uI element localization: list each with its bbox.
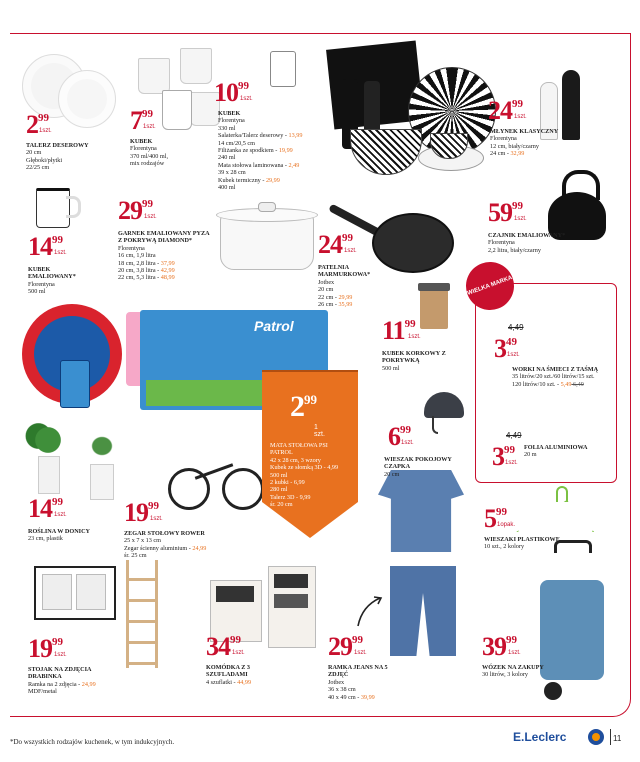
stojak-title: STOJAK NA ZDJĘCIA DRABINKA (28, 666, 92, 681)
wieszaki_pl-detail: 10 szt., 2 kolory (484, 543, 525, 551)
kubek-detail: 370 ml/400 ml, (130, 152, 168, 160)
wieszak-price-cents: 99 (400, 424, 411, 436)
zegar-price-main: 19 (124, 498, 148, 527)
ramka-detail: Jotbex (328, 678, 345, 686)
czajnik-price-cents: 99 (512, 200, 523, 212)
talerz-detail: 20 cm (26, 149, 42, 157)
garnek-variant: 22 cm, 5,3 litra - 48,99 (118, 274, 175, 282)
patelnia-variant: 26 cm - 35,99 (318, 301, 353, 309)
kubek-description (130, 138, 210, 168)
garnek-variant: 18 cm, 2,8 litra - 37,99 (118, 259, 175, 267)
folia-old-price: 4,49 (506, 431, 522, 440)
wieszak-price-unit: 1szt. (401, 440, 414, 446)
enamel-pot-image (206, 200, 326, 280)
worki-price-main: 3 (494, 334, 506, 363)
kubek2-variant-price: 2,49 (288, 161, 300, 169)
garnek-variant-price: 48,99 (160, 274, 175, 282)
worki-detail: 35 litrów/20 szt./60 litrów/15 szt. (512, 373, 595, 381)
patelnia-detail: 20 cm (318, 286, 334, 294)
kubek_emal-description (28, 266, 98, 296)
kubek-price (130, 106, 156, 135)
zegar-detail: 25 x 7 x 13 cm (124, 537, 161, 545)
garnek-description (118, 230, 210, 282)
ramka-detail: 36 x 38 cm (328, 686, 356, 694)
korkowy-price-unit: 1szt. (408, 334, 421, 340)
ramka-price-unit: 1szt. (354, 650, 367, 656)
ramka-description (328, 664, 408, 701)
patelnia-variant: 22 cm - 29,99 (318, 293, 353, 301)
cap-hanger-image (418, 388, 468, 438)
ramka-title: RAMKA JEANS NA 5 ZDJĘĆ (328, 664, 388, 679)
korkowy-title: KUBEK KORKOWY Z POKRYWKĄ (382, 350, 446, 365)
zegar-price-unit: 1szt. (150, 516, 163, 522)
stojak-description (28, 666, 124, 696)
arrow-pointer (356, 594, 384, 628)
wozek-description (482, 664, 562, 679)
mata-price-main: 2 (290, 390, 304, 423)
worki-title: WORKI NA ŚMIECI Z TAŚMĄ (512, 366, 599, 373)
wozek-price-main: 39 (482, 632, 506, 661)
kubek-detail: mix rodzajów (130, 160, 165, 168)
roslina-price (28, 494, 67, 523)
komodka-price-main: 34 (206, 632, 230, 661)
talerz-price-unit: 1szt. (39, 128, 52, 134)
patelnia-description (318, 264, 388, 308)
kubek2-variant: Kubek termiczny - 29,99 (218, 176, 280, 184)
folia-price-unit: 1szt. (505, 460, 518, 466)
kubek2-price-main: 10 (214, 78, 238, 107)
kubek2-variant: Salaterka/Talerz deserowy - 13,99 (218, 132, 303, 140)
roslina-price-main: 14 (28, 494, 52, 523)
kubek2-variant: 39 x 28 cm (218, 169, 246, 177)
kubek2-variant-price: 13,99 (288, 132, 303, 140)
ramka-price (328, 632, 367, 661)
kubek2-variant: Filiżanka ze spodkiem - 19,99 (218, 147, 293, 155)
wieszak-price (388, 422, 414, 451)
talerz-price (26, 110, 52, 139)
worki-price-cents: 49 (506, 336, 517, 348)
korkowy-price (382, 316, 421, 345)
stojak-variant-price: 24,99 (81, 680, 96, 688)
ramka-price-main: 29 (328, 632, 352, 661)
kubek2-variant-price: 19,99 (278, 147, 293, 155)
garnek-price (118, 196, 157, 225)
kubek2-variant: 14 cm/20,5 cm (218, 139, 255, 147)
kubek_emal-title: KUBEK EMALIOWANY* (28, 266, 76, 281)
stojak-price-cents: 99 (52, 636, 63, 648)
czajnik-price (488, 198, 527, 227)
enamel-mug-image (36, 188, 82, 234)
mata-line: Talerz 3D - 9,99 (270, 493, 311, 501)
komodka-title: KOMÓDKA Z 3 SZUFLADAMI (206, 664, 251, 679)
stojak-price-unit: 1szt. (54, 652, 67, 658)
kubek2-variant: 400 ml (218, 184, 236, 192)
mlynek-variant: 24 cm - 32,99 (490, 150, 525, 158)
wozek-price-unit: 1szt. (508, 650, 521, 656)
komodka-variant-price: 44,99 (237, 678, 252, 686)
garnek-price-cents: 99 (142, 198, 153, 210)
garnek-title: GARNEK EMALIOWANY PYZA Z POKRYWĄ DIAMOND* (118, 230, 210, 245)
patelnia-price-main: 24 (318, 230, 342, 259)
brand-name: E.Leclerc (513, 730, 567, 744)
patelnia-price (318, 230, 357, 259)
czajnik-description (488, 232, 608, 254)
plants-image (24, 420, 124, 500)
komodka-price-unit: 1szt. (232, 650, 245, 656)
kubek2-description (218, 110, 338, 191)
kubek2-detail: Florentyna (218, 117, 245, 125)
kubek-price-cents: 99 (142, 108, 153, 120)
zegar-price-cents: 99 (148, 500, 159, 512)
kubek_emal-detail: 500 ml (28, 288, 46, 296)
korkowy-price-cents: 99 (404, 318, 416, 330)
stojak-variant: Ramka na 2 zdjęcia - 24,99 (28, 680, 96, 688)
mlynek-price-unit: 1szt. (514, 114, 527, 120)
wieszak-detail: 20 cm (384, 470, 400, 478)
folia-description (524, 444, 604, 459)
wieszaki_pl-price-main: 5 (484, 504, 496, 533)
stojak-variant: MDF/metal (28, 688, 57, 696)
korkowy-price-main: 11 (382, 316, 405, 345)
talerz-detail: Głęboki/płytki (26, 156, 63, 164)
folia-price-main: 3 (492, 442, 504, 471)
talerz-price-cents: 99 (38, 112, 49, 124)
komodka-price (206, 632, 245, 661)
talerz-detail: 22/25 cm (26, 164, 50, 172)
wozek-price-cents: 99 (506, 634, 517, 646)
garnek-variant-price: 42,99 (160, 267, 175, 275)
worki-variant: 120 litrów/10 szt. - 5,49 6,49 (512, 380, 584, 388)
mata-line: 500 ml (270, 471, 288, 479)
patelnia-detail: Jotbex (318, 278, 335, 286)
folia-price (492, 431, 522, 471)
kubek2-price-cents: 99 (238, 80, 249, 92)
footer-separator (610, 729, 611, 745)
mata-line: 2 kubki - 6,99 (270, 479, 305, 487)
roslina-price-unit: 1szt. (54, 512, 67, 518)
worki-variant-old-price: 6,49 (571, 380, 584, 388)
folia-price-cents: 99 (504, 444, 515, 456)
wozek-price (482, 632, 521, 661)
mata-line: śr. 20 cm (270, 501, 293, 509)
roslina-title: ROŚLINA W DONICY (28, 528, 91, 535)
wieszaki_pl-title: WIESZAKI PLASTIKOWE (484, 536, 560, 543)
roslina-detail: 23 cm, plastik (28, 535, 63, 543)
worki-price-unit: 1szt. (507, 352, 520, 358)
ramka-variant: 40 x 49 cm - 39,99 (328, 693, 375, 701)
kubek2-variant: Mata stołowa laminowana - 2,49 (218, 161, 300, 169)
shopping-trolley-image (536, 540, 616, 710)
plastic-hangers-image (522, 486, 602, 536)
zegar-variant-price: 24,99 (192, 544, 207, 552)
mata-title: MATA STOŁOWA PSI PATROL (270, 442, 328, 457)
kubek-price-main: 7 (130, 106, 142, 135)
mlynek-price-main: 24 (488, 96, 512, 125)
footnote: *Do wszystkich rodzajów kuchenek, w tym indukcyjnych. (10, 738, 175, 746)
garnek-price-unit: 1szt. (144, 214, 157, 220)
talerz-description (26, 142, 106, 172)
worki-old-price: 4,49 (508, 323, 524, 332)
mlynek-price-cents: 99 (512, 98, 523, 110)
wieszaki_pl-price (484, 504, 516, 533)
zegar-variant: śr. 25 cm (124, 552, 147, 560)
korkowy-detail: 500 ml (382, 364, 400, 372)
zegar-price (124, 498, 163, 527)
mata-line: 42 x 28 cm, 3 wzory (270, 456, 321, 464)
kubek-price-unit: 1szt. (143, 124, 156, 130)
mata-price (290, 390, 325, 438)
kubek_emal-price-cents: 99 (52, 234, 63, 246)
wozek-detail: 30 litrów, 3 kolory (482, 671, 529, 679)
wieszak-title: WIESZAK POKOJOWY CZAPKA (384, 456, 452, 471)
talerz-price-main: 2 (26, 110, 38, 139)
korkowy-description (382, 350, 462, 372)
czajnik-price-unit: 1szt. (514, 216, 527, 222)
mlynek-variant-price: 32,99 (510, 150, 525, 158)
stojak-price (28, 634, 67, 663)
mlynek-detail: Florentyna (490, 135, 517, 143)
jeans-frame-image (378, 470, 464, 660)
kubek2-variant: 240 ml (218, 154, 236, 162)
mata-line: 280 ml (270, 486, 288, 494)
mlynek-title: MŁYNEK KLASYCZNY (490, 128, 559, 135)
cork-mug-image (418, 283, 454, 331)
kubek-title: KUBEK (130, 138, 153, 145)
wieszaki_pl-price-cents: 99 (496, 506, 507, 518)
wieszaki_pl-price-unit: 1opak. (497, 522, 516, 528)
wozek-title: WÓZEK NA ZAKUPY (482, 664, 544, 671)
mlynek-detail: 12 cm, biały/czarny (490, 142, 539, 150)
garnek-detail: 16 cm, 1,9 litra (118, 252, 156, 260)
komodka-price-cents: 99 (230, 634, 241, 646)
roslina-price-cents: 99 (52, 496, 63, 508)
mata-price-unit: 1 szt. (314, 424, 325, 438)
kubek_emal-detail: Florentyna (28, 280, 55, 288)
wieszak-description (384, 456, 468, 478)
mata-line: Kubek ze słomką 3D - 4,99 (270, 464, 339, 472)
worki-variant-price: 5,49 (560, 380, 572, 388)
zegar-title: ZEGAR STOŁOWY ROWER (124, 530, 205, 537)
zegar-variant: Zegar ścienny aluminium - 24,99 (124, 544, 207, 552)
czajnik-price-main: 59 (488, 198, 512, 227)
kubek2-variant-price: 29,99 (265, 176, 280, 184)
mata-price-cents: 99 (304, 392, 317, 407)
kubek2-title: KUBEK (218, 110, 241, 117)
roslina-description (28, 528, 108, 543)
mlynek-price (488, 96, 527, 125)
czajnik-detail: 2,2 litra, biały/czarny (488, 246, 541, 254)
kubek_emal-price-unit: 1szt. (54, 250, 67, 256)
kubek_emal-price (28, 232, 67, 261)
ramka-variant-price: 39,99 (360, 693, 375, 701)
paw-patrol-logo: Patrol (254, 318, 294, 334)
garnek-detail: Florentyna (118, 244, 145, 252)
kubek2-price-unit: 1szt. (240, 96, 253, 102)
kubek2-price (214, 78, 253, 107)
kubek_emal-price-main: 14 (28, 232, 52, 261)
czajnik-detail: Florentyna (488, 239, 515, 247)
garnek-variant: 20 cm, 3,8 litra - 42,99 (118, 267, 175, 275)
komodka-variant: 4 szuflatki - 44,99 (206, 678, 252, 686)
patelnia-title: PATELNIA MARMURKOWA* (318, 264, 371, 279)
patelnia-variant-price: 35,99 (338, 301, 353, 309)
czajnik-title: CZAJNIK EMALIOWANY* (488, 232, 566, 239)
ramka-price-cents: 99 (352, 634, 363, 646)
page-number: 11 (613, 734, 622, 743)
worki-description (512, 366, 612, 388)
komodka-description (206, 664, 286, 686)
zegar-description (124, 530, 244, 560)
brand-badge: WIELKA MARKA (459, 255, 521, 317)
folia-title: FOLIA ALUMINIOWA (524, 444, 588, 451)
wieszaki_pl-description (484, 536, 568, 551)
garnek-price-main: 29 (118, 196, 142, 225)
patelnia-price-cents: 99 (342, 232, 353, 244)
talerz-title: TALERZ DESEROWY (26, 142, 89, 149)
stojak-price-main: 19 (28, 634, 52, 663)
wieszak-price-main: 6 (388, 422, 400, 451)
kubek2-detail: 330 ml (218, 124, 236, 132)
mata-description (270, 442, 352, 509)
patelnia-variant-price: 29,99 (338, 293, 353, 301)
patelnia-price-unit: 1szt. (344, 248, 357, 254)
kubek-detail: Florentyna (130, 145, 157, 153)
garnek-variant-price: 37,99 (160, 259, 175, 267)
mlynek-description (490, 128, 610, 158)
bicycle-clock-image (164, 440, 264, 510)
folia-detail: 20 m (524, 451, 537, 459)
worki-price (494, 323, 524, 363)
leclerc-logo-icon (588, 729, 604, 745)
